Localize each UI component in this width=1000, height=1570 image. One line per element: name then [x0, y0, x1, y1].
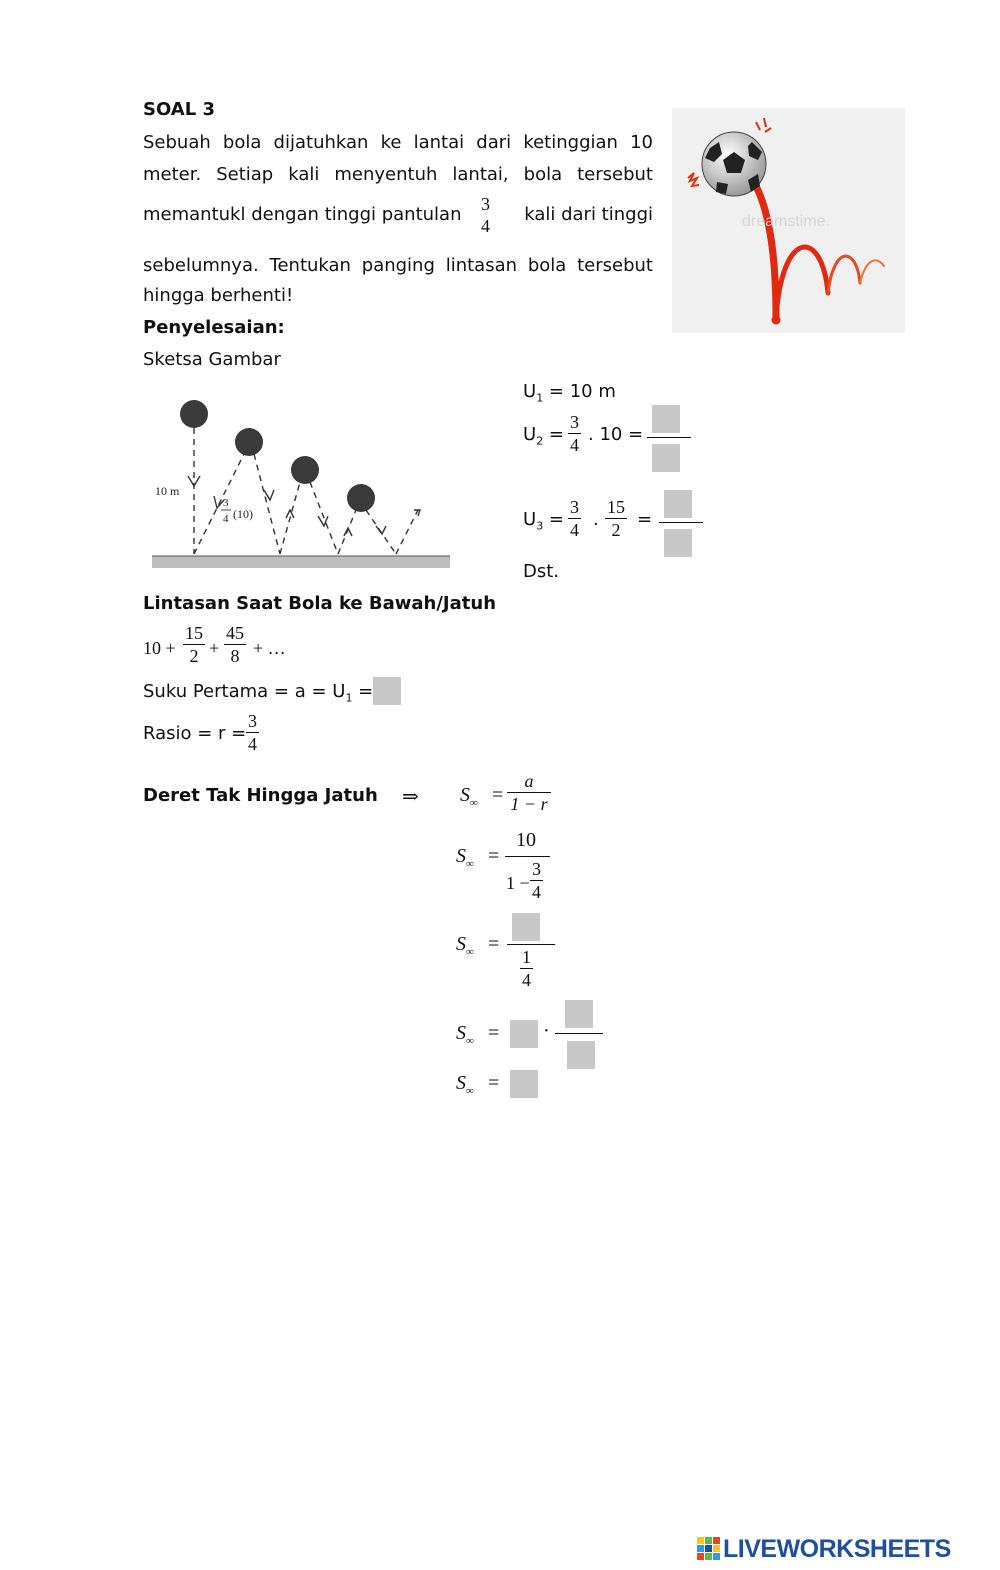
problem-line-5: hingga berhenti! — [143, 285, 294, 306]
falling-heading: Lintasan Saat Bola ke Bawah/Jatuh — [143, 593, 497, 614]
u3-fraction-2: $\frac{15}{2}$ — [607, 497, 625, 540]
f4-bar — [555, 1033, 603, 1034]
problem-ratio-fraction: 3 4 — [481, 194, 490, 236]
logo-grid-icon — [697, 1537, 721, 1561]
ball-3 — [291, 456, 319, 484]
sketch-height-label: 10 m — [155, 484, 180, 498]
problem-line-3 — [143, 193, 653, 243]
problem-line-4: sebelumnya. Tentukan panging lintasan bola tersebut — [143, 255, 653, 276]
eq-1: = — [492, 784, 504, 806]
formula-fraction-1: $\frac{a}{1 - r}$ — [507, 770, 551, 815]
sketch-fraction-den: 4 — [223, 513, 229, 525]
implies-arrow: ⇒ — [402, 786, 419, 808]
multiplier-answer-box[interactable] — [510, 1020, 538, 1048]
etc-label: Dst. — [523, 561, 560, 582]
u2-rest: . 10 = — [588, 424, 644, 445]
ball-2 — [235, 428, 263, 456]
s-inf-3: $S_\infty$ — [456, 933, 474, 958]
eq-4: = — [488, 1022, 500, 1044]
f2-den-prefix: 1 − — [506, 873, 530, 893]
s-inf-4: $S_\infty$ — [456, 1022, 474, 1047]
bouncing-ball-picture — [672, 108, 905, 333]
u2-denominator-answer-box[interactable] — [652, 444, 680, 472]
problem-line-3a: memantukl dengan tinggi pantulan — [143, 204, 462, 225]
reciprocal-denominator-answer-box[interactable] — [567, 1041, 595, 1069]
u2-numerator-answer-box[interactable] — [652, 405, 680, 433]
solution-heading: Penyelesaian: — [143, 317, 285, 338]
first-term-answer-box[interactable] — [373, 677, 401, 705]
u3-label: $U_3$ = — [523, 509, 565, 533]
times-dot: · — [543, 1020, 550, 1042]
bouncing-ball-illustration — [672, 108, 905, 333]
u3-denominator-answer-box[interactable] — [664, 529, 692, 557]
f2-numerator: 10 — [516, 829, 536, 851]
u3-fraction-bar — [659, 522, 703, 523]
u1-row: $U_1 = 10$ m — [523, 381, 616, 405]
bounce-sketch-svg — [150, 392, 455, 577]
f2-bar — [505, 856, 550, 857]
final-answer-box[interactable] — [510, 1070, 538, 1098]
f3-den-fraction: $\frac{1}{4}$ — [522, 947, 531, 990]
svg-text:dreamstime.: dreamstime. — [742, 213, 831, 230]
logo-text: LIVEWORKSHEETS — [723, 1535, 951, 1563]
s-inf-numerator-answer-box[interactable] — [512, 913, 540, 941]
problem-line-3b: kali dari tinggi — [524, 204, 653, 225]
bounce-sketch — [150, 392, 455, 577]
u3-dot: . — [593, 509, 599, 530]
ground — [152, 556, 450, 568]
problem-title: SOAL 3 — [143, 99, 215, 120]
u2-label: $U_2$ = — [523, 424, 565, 448]
sketch-fraction-num: 3 — [223, 497, 229, 509]
ratio-label: Rasio = r = — [143, 723, 247, 744]
u3-numerator-answer-box[interactable] — [664, 490, 692, 518]
s-inf-1: $S_\infty$ — [460, 784, 478, 809]
ratio-fraction: $\frac{3}{4}$ — [248, 711, 257, 754]
u3-equals: = — [637, 509, 653, 530]
reciprocal-numerator-answer-box[interactable] — [565, 1000, 593, 1028]
problem-line-1: Sebuah bola dijatuhkan ke lantai dari ketinggian 10 — [143, 132, 653, 153]
eq-5: = — [488, 1072, 500, 1094]
sketch-label: Sketsa Gambar — [143, 349, 281, 370]
u2-fraction-bar — [647, 437, 691, 438]
f3-bar — [507, 944, 555, 945]
sketch-fraction-arg: (10) — [233, 507, 253, 521]
f2-den-fraction: $\frac{3}{4}$ — [532, 859, 541, 902]
u2-fraction: $\frac{3}{4}$ — [570, 412, 579, 455]
u3-fraction-1: $\frac{3}{4}$ — [570, 497, 579, 540]
first-term-row: Suku Pertama = $a = U_1$ = — [143, 681, 374, 705]
s-inf-5: $S_\infty$ — [456, 1072, 474, 1097]
eq-2: = — [488, 845, 500, 867]
infinite-heading: Deret Tak Hingga Jatuh — [143, 785, 378, 806]
ball-1 — [180, 400, 208, 428]
problem-line-2: meter. Setiap kali menyentuh lantai, bola tersebut — [143, 164, 653, 185]
eq-3: = — [488, 933, 500, 955]
s-inf-2: $S_\infty$ — [456, 845, 474, 870]
ball-4 — [347, 484, 375, 512]
